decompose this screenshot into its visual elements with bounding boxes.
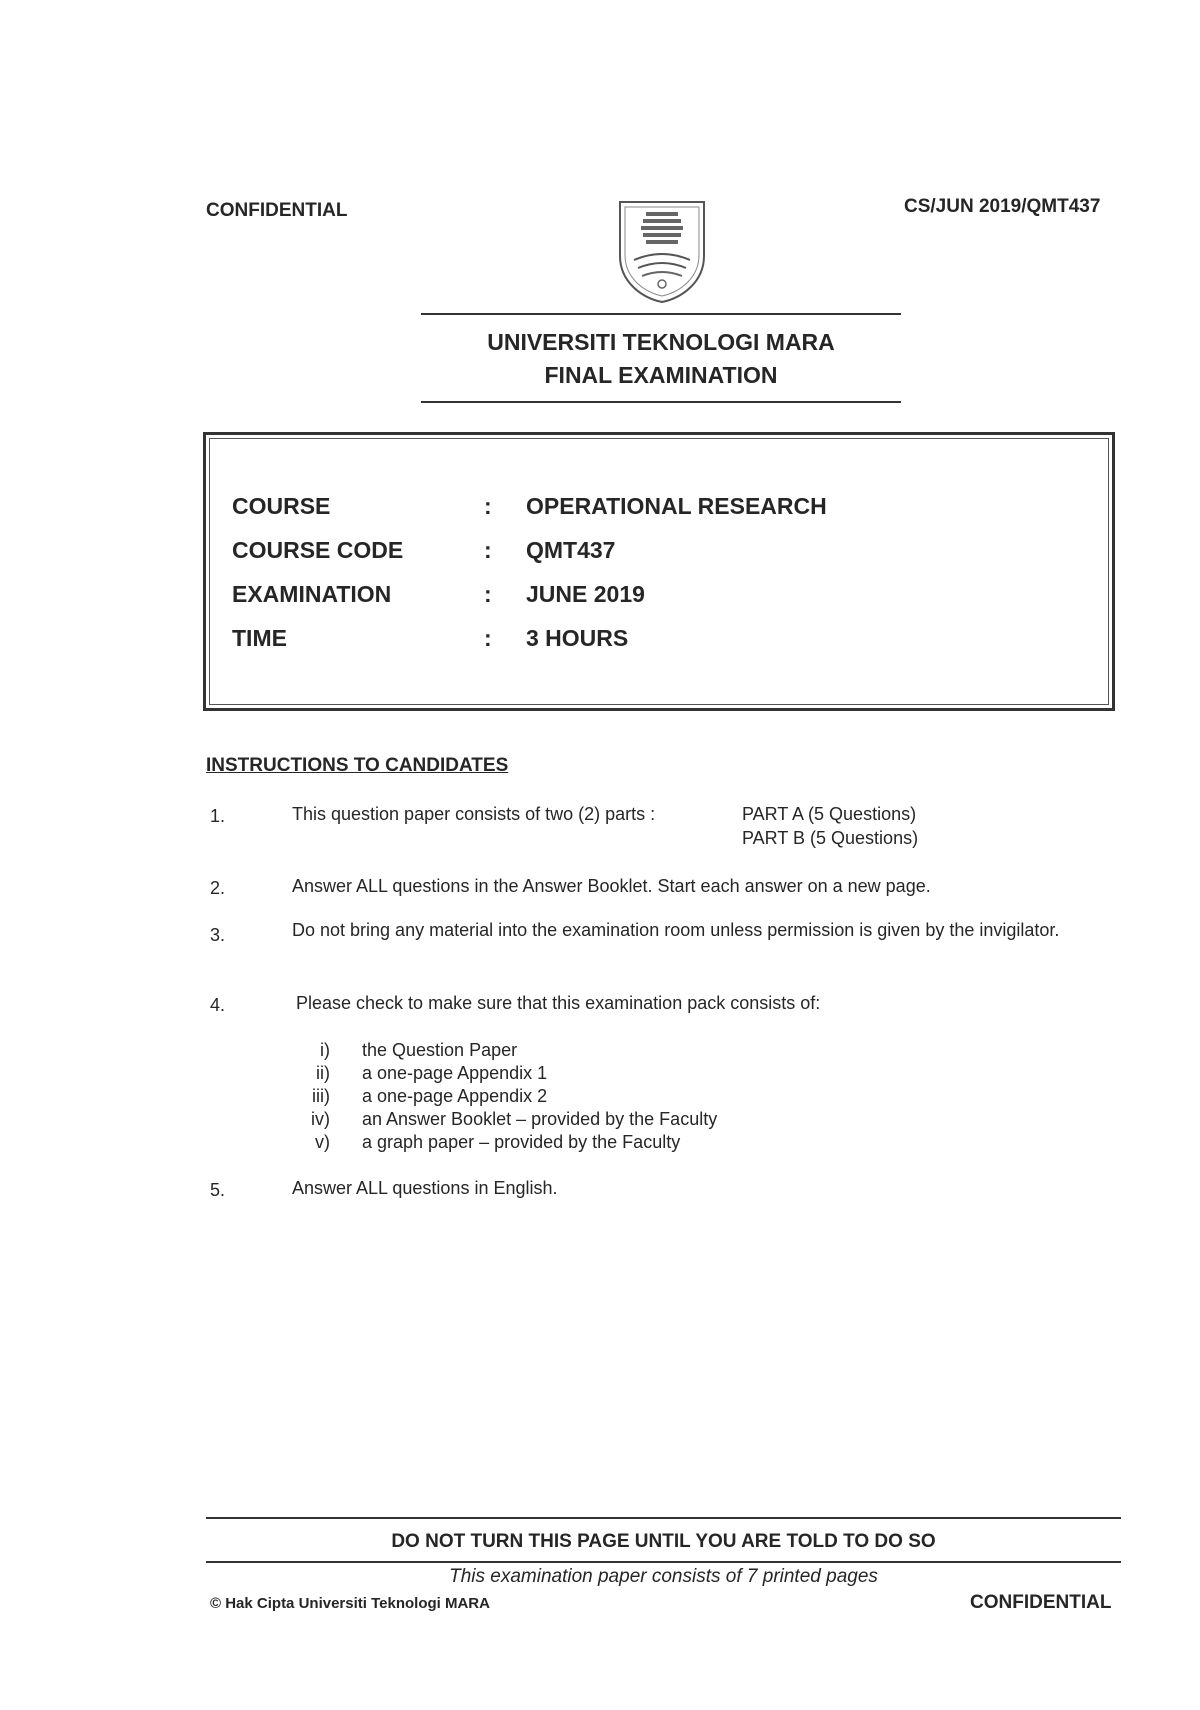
instruction-text: Please check to make sure that this examination pack consists of:: [296, 993, 821, 1013]
sub-item-number: ii): [316, 1063, 330, 1083]
instruction-number: 1.: [210, 806, 226, 826]
title-rule-top: [421, 313, 901, 315]
info-label: EXAMINATION: [232, 581, 392, 607]
sub-item-text: the Question Paper: [362, 1040, 518, 1060]
info-colon: :: [484, 493, 492, 519]
part-b: PART B (5 Questions): [742, 828, 919, 848]
info-colon: :: [484, 581, 492, 607]
instruction-number: 5.: [210, 1180, 226, 1200]
instruction-text: Answer ALL questions in the Answer Booklet. Start each answer on a new page.: [292, 876, 931, 896]
info-value: 3 HOURS: [526, 625, 629, 651]
sub-item-number: iv): [311, 1109, 330, 1129]
sub-item-text: a one-page Appendix 1: [362, 1063, 548, 1083]
course-info-box: [203, 432, 1115, 711]
sub-item-number: iii): [312, 1086, 330, 1106]
instruction-text: Answer ALL questions in English.: [292, 1178, 558, 1198]
info-label: COURSE CODE: [232, 537, 404, 563]
info-value: OPERATIONAL RESEARCH: [526, 493, 827, 519]
instruction-text: Do not bring any material into the examination room unless permission is given by the invigilator.: [292, 920, 1060, 940]
exam-type: FINAL EXAMINATION: [544, 362, 778, 388]
sub-item-number: v): [315, 1132, 330, 1152]
instruction-number: 2.: [210, 878, 226, 898]
header-confidential: CONFIDENTIAL: [206, 200, 348, 221]
info-label: TIME: [232, 625, 287, 651]
info-value: QMT437: [526, 537, 616, 563]
title-rule-bottom: [421, 401, 901, 403]
instruction-text: This question paper consists of two (2) parts :: [292, 804, 656, 824]
info-label: COURSE: [232, 493, 331, 519]
university-crest-icon: [616, 198, 708, 304]
footer-confidential: CONFIDENTIAL: [970, 1592, 1112, 1613]
sub-item-text: an Answer Booklet – provided by the Faculty: [362, 1109, 718, 1129]
university-name: UNIVERSITI TEKNOLOGI MARA: [487, 329, 835, 355]
info-colon: :: [484, 537, 492, 563]
sub-item-text: a one-page Appendix 2: [362, 1086, 548, 1106]
instruction-number: 3.: [210, 925, 226, 945]
page-count-note: This examination paper consists of 7 printed pages: [449, 1566, 878, 1587]
footer-rule-top: [206, 1517, 1121, 1519]
sub-item-text: a graph paper – provided by the Faculty: [362, 1132, 681, 1152]
info-value: JUNE 2019: [526, 581, 645, 607]
paper-code: CS/JUN 2019/QMT437: [904, 196, 1101, 217]
copyright-notice: © Hak Cipta Universiti Teknologi MARA: [210, 1595, 490, 1612]
sub-item-number: i): [320, 1040, 330, 1060]
instruction-number: 4.: [210, 995, 226, 1015]
footer-rule-bottom: [206, 1561, 1121, 1563]
do-not-turn-notice: DO NOT TURN THIS PAGE UNTIL YOU ARE TOLD TO DO SO: [391, 1531, 936, 1552]
instructions-title: INSTRUCTIONS TO CANDIDATES: [206, 755, 509, 776]
info-colon: :: [484, 625, 492, 651]
part-a: PART A (5 Questions): [742, 804, 917, 824]
